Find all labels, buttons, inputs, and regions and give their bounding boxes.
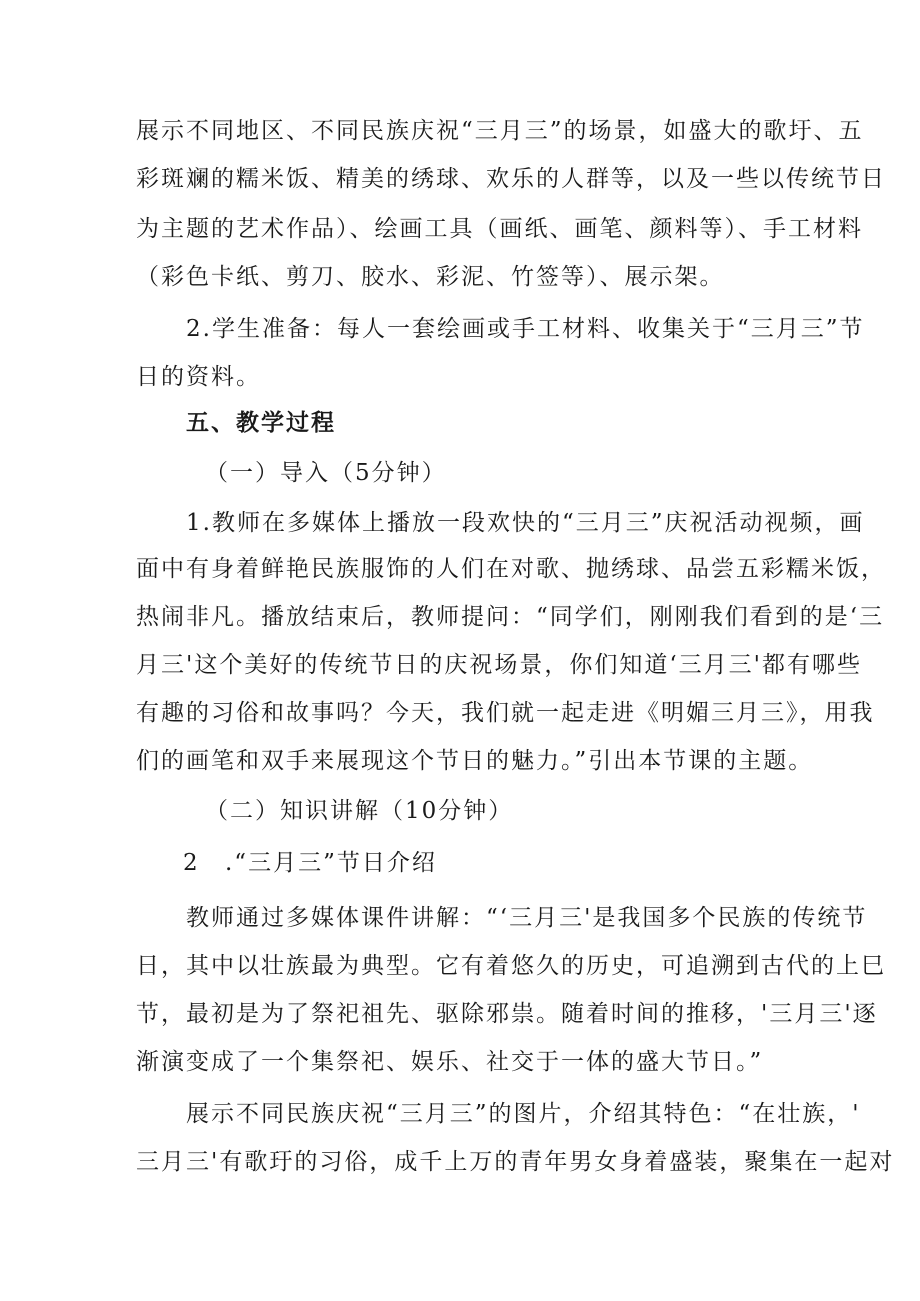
text-line: 面中有身着鲜艳民族服饰的人们在对歌、抛绣球、品尝五彩糯米饭， bbox=[136, 556, 886, 582]
text-line: 展示不同地区、不同民族庆祝“三月三”的场景，如盛大的歌圩、五 bbox=[136, 118, 864, 144]
subsection-heading: （二）知识讲解（10分钟） bbox=[205, 798, 514, 824]
text-line: 日，其中以壮族最为典型。它有着悠久的历史，可追溯到古代的上巳 bbox=[136, 953, 886, 979]
text-line: 2.学生准备：每人一套绘画或手工材料、收集关于“三月三”节 bbox=[186, 316, 865, 342]
text-line: 有趣的习俗和故事吗？今天，我们就一起走进《明媚三月三》，用我 bbox=[136, 700, 875, 726]
text-line: 为主题的艺术作品）、绘画工具（画纸、画笔、颜料等）、手工材料 bbox=[136, 216, 863, 242]
text-line: 日的资料。 bbox=[136, 364, 261, 390]
numbered-item bbox=[183, 848, 437, 878]
subsection-heading: （一）导入（5分钟） bbox=[205, 460, 447, 486]
text-line: 热闹非凡。播放结束后，教师提问：“同学们，刚刚我们看到的是‘三 bbox=[136, 604, 885, 630]
text-line: 节，最初是为了祭祀祖先、驱除邪祟。随着时间的推移，'三月三'逐 bbox=[136, 1001, 878, 1027]
section-heading: 五、教学过程 bbox=[186, 409, 336, 436]
text-line: （彩色卡纸、剪刀、胶水、彩泥、竹签等）、展示架。 bbox=[136, 264, 725, 290]
text-line: 们的画笔和双手来展现这个节日的魅力。”引出本节课的主题。 bbox=[136, 748, 814, 774]
item-number: 2 bbox=[183, 850, 200, 876]
text-line: 月三'这个美好的传统节日的庆祝场景，你们知道‘三月三'都有哪些 bbox=[136, 652, 862, 678]
text-line: 彩斑斓的糯米饭、精美的绣球、欢乐的人群等，以及一些以传统节日 bbox=[136, 166, 886, 192]
item-title: .“三月三”节日介绍 bbox=[225, 850, 437, 876]
text-line: 展示不同民族庆祝“三月三”的图片，介绍其特色：“在壮族，' bbox=[186, 1101, 861, 1127]
text-line: 三月三'有歌玗的习俗，成千上万的青年男女身着盛装，聚集在一起对 bbox=[136, 1149, 895, 1175]
text-line: 1.教师在多媒体上播放一段欢快的“三月三”庆祝活动视频，画 bbox=[186, 510, 865, 536]
text-line: 教师通过多媒体课件讲解：“‘三月三'是我国多个民族的传统节 bbox=[186, 905, 868, 931]
text-line: 渐演变成了一个集祭祀、娱乐、社交于一体的盛大节日。” bbox=[136, 1049, 764, 1075]
